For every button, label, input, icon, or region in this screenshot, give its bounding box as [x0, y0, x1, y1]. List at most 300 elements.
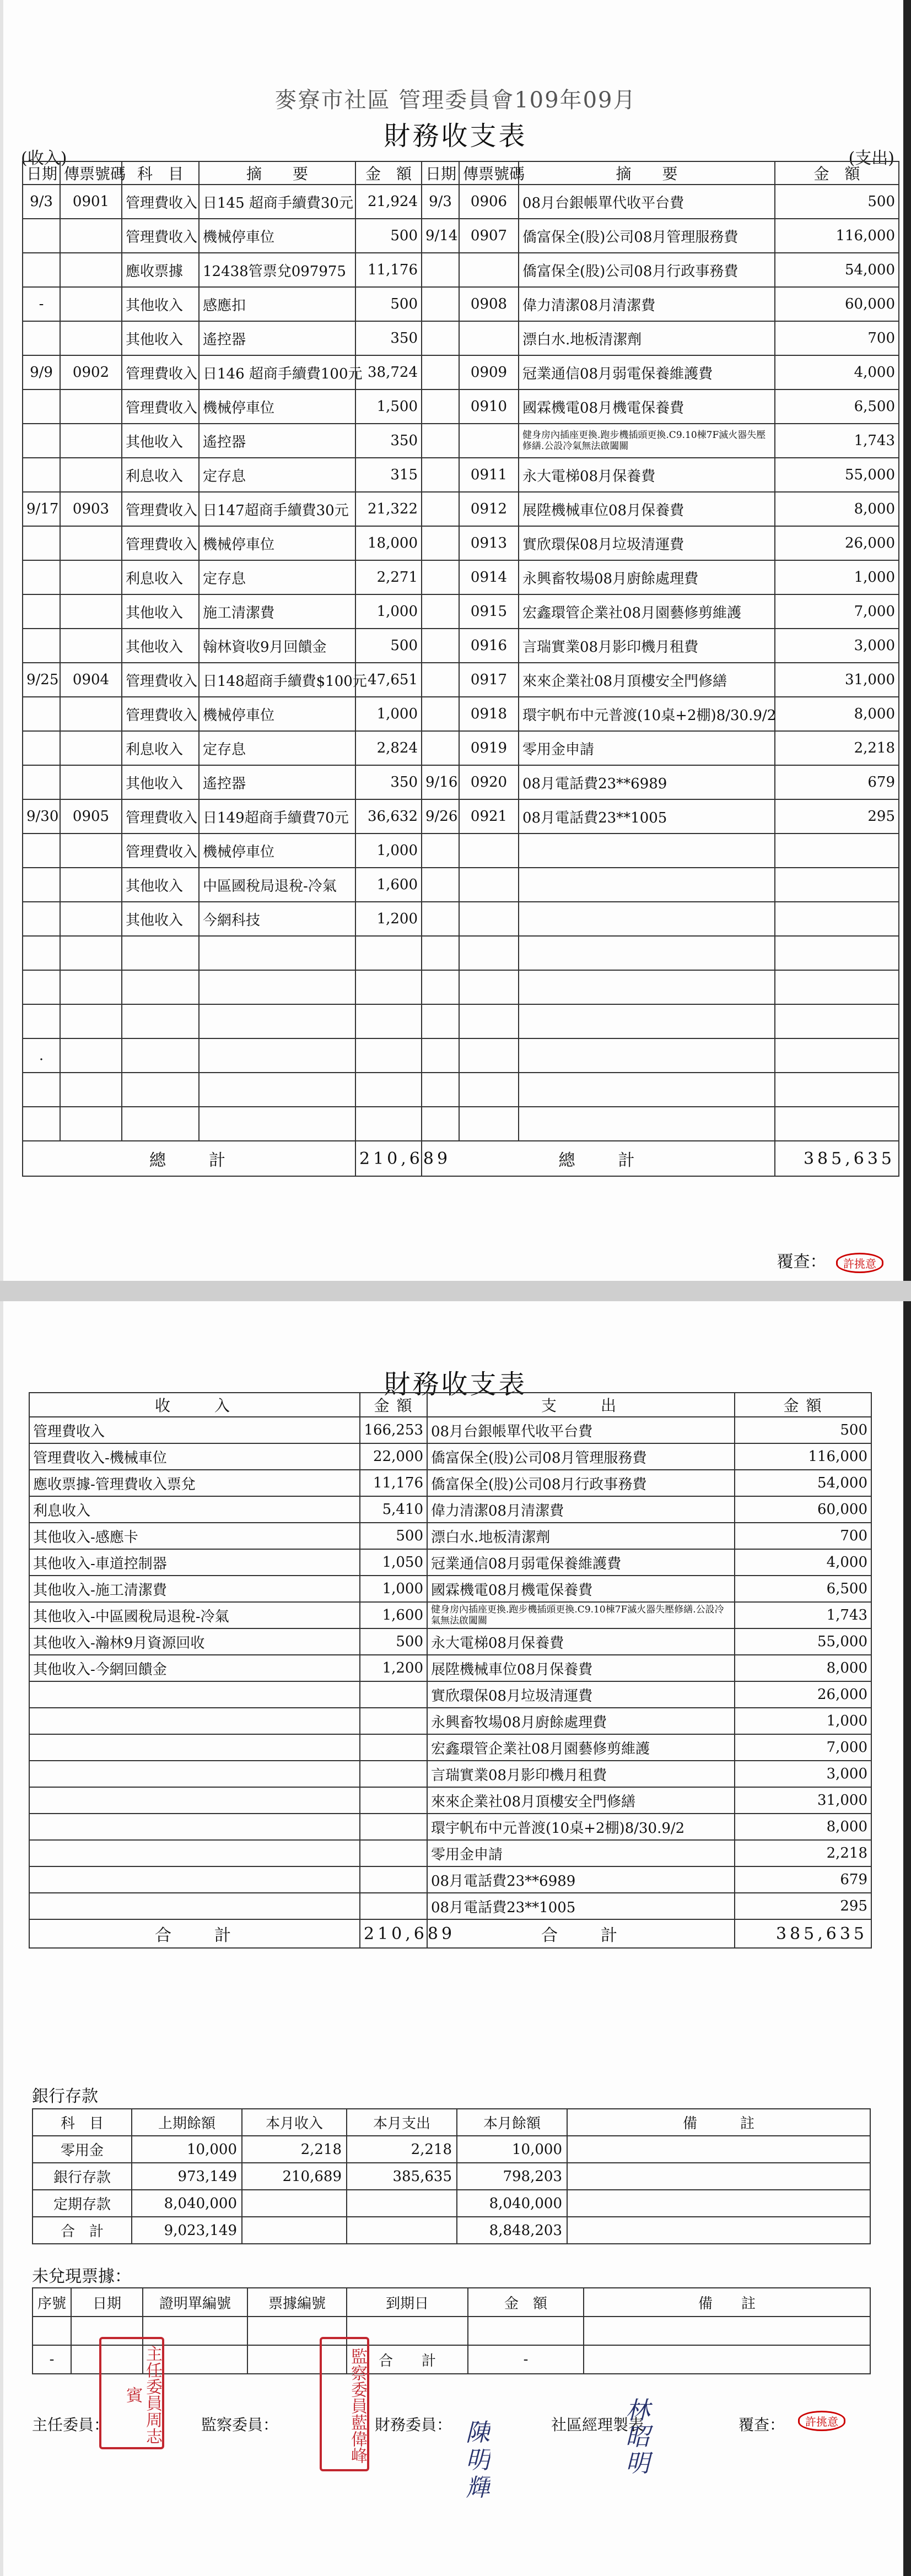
income-amount — [355, 1073, 422, 1107]
expense-amount: 1,743 — [775, 424, 899, 458]
expense-tag: (支出) — [848, 149, 894, 168]
expense-amount: 8,000 — [775, 697, 899, 731]
ledger-row — [23, 321, 899, 355]
total-label: 總 計 — [422, 1141, 775, 1176]
expense-item: 國霖機電08月機電保養費 — [427, 1576, 735, 1602]
income-date — [23, 731, 60, 765]
expense-amount: 6,500 — [775, 389, 899, 424]
expense-amount: 54,000 — [775, 253, 899, 287]
ledger-row — [23, 902, 899, 936]
income-date — [23, 253, 60, 287]
expense-memo: 健身房內插座更換.跑步機插頭更換.C9.10棟7F滅火器失壓修繕.公設冷氣無法啟闔關 — [519, 424, 775, 458]
income-amount: 21,924 — [355, 185, 422, 219]
total-expense: 385,635 — [775, 1141, 899, 1176]
expense-voucher — [459, 1004, 519, 1038]
income-voucher — [60, 458, 122, 492]
income-amount: 350 — [355, 424, 422, 458]
income-date — [23, 697, 60, 731]
expense-memo: 冠業通信08月弱電保養維護費 — [519, 355, 775, 389]
income-memo: 機械停車位 — [199, 697, 355, 731]
income-item — [29, 1893, 360, 1919]
ledger-row — [23, 731, 899, 765]
income-amount: 315 — [355, 458, 422, 492]
summary-row — [29, 1681, 871, 1708]
summary-row — [29, 1470, 871, 1496]
expense-voucher: 0919 — [459, 731, 519, 765]
expense-item: 實欣環保08月垃圾清運費 — [427, 1681, 735, 1708]
expense-date — [422, 697, 459, 731]
column-header: 金 額 — [468, 2288, 584, 2317]
prev-balance: 8,040,000 — [132, 2190, 242, 2217]
expense-memo: 環宇帆布中元普渡(10桌+2棚)8/30.9/2 — [519, 697, 775, 731]
income-subject: 其他收入 — [122, 868, 199, 902]
audit-label: 監察委員： — [201, 2416, 279, 2434]
expense-amount: 8,000 — [775, 492, 899, 526]
account-name: 合 計 — [33, 2217, 132, 2244]
ledger-row — [23, 355, 899, 389]
expense-amount: 700 — [735, 1523, 871, 1549]
income-amount: 36,632 — [355, 799, 422, 834]
expense-amount: 7,000 — [735, 1734, 871, 1761]
income-date — [23, 526, 60, 560]
income-amount: 1,000 — [355, 594, 422, 629]
income-subject: 利息收入 — [122, 560, 199, 594]
ledger-row — [23, 492, 899, 526]
income-voucher: 0905 — [60, 799, 122, 834]
income-voucher — [60, 287, 122, 321]
expense-amount: 4,000 — [775, 355, 899, 389]
ledger-row — [23, 1038, 899, 1073]
scan-edge — [0, 1301, 3, 2576]
summary-row — [29, 1602, 871, 1628]
expense-memo: 言瑞實業08月影印機月租費 — [519, 629, 775, 663]
column-header: 證明單編號 — [143, 2288, 247, 2317]
income-amount: 1,000 — [360, 1576, 427, 1602]
column-header: 本月餘額 — [457, 2109, 567, 2136]
income-memo: 機械停車位 — [199, 526, 355, 560]
column-header: 本月收入 — [242, 2109, 347, 2136]
income-subject — [122, 1004, 199, 1038]
column-header: 票據編號 — [247, 2288, 347, 2317]
bank-row — [33, 2136, 870, 2163]
total-label: 總 計 — [23, 1141, 355, 1176]
summary-header-row — [29, 1393, 871, 1417]
expense-date: 9/14 — [422, 219, 459, 253]
income-date — [23, 424, 60, 458]
income-item — [29, 1787, 360, 1814]
expense-voucher — [459, 868, 519, 902]
expense-memo: 零用金申請 — [519, 731, 775, 765]
ledger-row — [23, 526, 899, 560]
expense-memo — [519, 1107, 775, 1141]
summary-row — [29, 1576, 871, 1602]
expense-memo: 漂白水.地板清潔劑 — [519, 321, 775, 355]
income-amount — [355, 936, 422, 970]
total-income: 210,689 — [360, 1919, 427, 1948]
manager-signature: 林昭明 — [621, 2398, 649, 2477]
ledger-row — [23, 970, 899, 1004]
ledger-row — [23, 936, 899, 970]
income-subject: 應收票據 — [122, 253, 199, 287]
ledger-row — [23, 1004, 899, 1038]
income-memo: 感應扣 — [199, 287, 355, 321]
summary-row — [29, 1734, 871, 1761]
summary-row — [29, 1866, 871, 1893]
income-voucher — [60, 389, 122, 424]
income-memo: 施工清潔費 — [199, 594, 355, 629]
income-voucher — [60, 765, 122, 799]
expense-amount: 700 — [775, 321, 899, 355]
income-voucher — [60, 1004, 122, 1038]
ledger-row — [23, 287, 899, 321]
income-voucher — [60, 253, 122, 287]
income-date — [23, 1073, 60, 1107]
total-label: 合 計 — [29, 1919, 360, 1948]
income-voucher — [60, 560, 122, 594]
account-name: 銀行存款 — [33, 2163, 132, 2190]
income-subject: 其他收入 — [122, 287, 199, 321]
expense-date — [422, 731, 459, 765]
column-header: 到期日 — [347, 2288, 468, 2317]
remark — [567, 2136, 870, 2163]
income-item — [29, 1814, 360, 1840]
reviewer-stamp: 許挑意 — [836, 1253, 883, 1273]
ledger-row — [23, 868, 899, 902]
expense-memo: 展陞機械車位08月保養費 — [519, 492, 775, 526]
income-voucher — [60, 424, 122, 458]
expense-voucher — [459, 1107, 519, 1141]
expense-voucher: 0916 — [459, 629, 519, 663]
income-subject — [122, 1038, 199, 1073]
income-voucher — [60, 834, 122, 868]
expense-voucher: 0915 — [459, 594, 519, 629]
expense-amount: 679 — [735, 1866, 871, 1893]
expense-memo: 國霖機電08月機電保養費 — [519, 389, 775, 424]
expense-date — [422, 424, 459, 458]
chair-seal: 主任委員周志賓 — [99, 2337, 164, 2449]
expense-amount: 116,000 — [735, 1443, 871, 1470]
summary-row — [29, 1708, 871, 1734]
income-memo: 12438管票兌097975 — [199, 253, 355, 287]
ledger-row — [23, 1107, 899, 1141]
income-amount: 22,000 — [360, 1443, 427, 1470]
ledger-row — [23, 629, 899, 663]
summary-row — [29, 1549, 871, 1576]
month-balance: 8,848,203 — [457, 2217, 567, 2244]
expense-voucher: 0913 — [459, 526, 519, 560]
month-income: 2,218 — [242, 2136, 347, 2163]
expense-date — [422, 492, 459, 526]
income-memo — [199, 1073, 355, 1107]
bill-cell: 合 計 — [347, 2345, 468, 2374]
expense-date — [422, 355, 459, 389]
income-date: . — [23, 1038, 60, 1073]
expense-item: 08月電話費23**1005 — [427, 1893, 735, 1919]
income-date — [23, 970, 60, 1004]
expense-memo: 永大電梯08月保養費 — [519, 458, 775, 492]
expense-voucher — [459, 253, 519, 287]
expense-amount: 54,000 — [735, 1470, 871, 1496]
income-memo — [199, 970, 355, 1004]
income-date — [23, 765, 60, 799]
income-voucher — [60, 697, 122, 731]
scan-edge — [903, 0, 911, 1281]
income-subject: 其他收入 — [122, 765, 199, 799]
expense-memo — [519, 1038, 775, 1073]
org-title: 麥寮市社區 管理委員會109年09月 — [274, 88, 637, 113]
income-amount: 166,253 — [360, 1417, 427, 1443]
income-date — [23, 560, 60, 594]
income-amount: 500 — [355, 629, 422, 663]
income-amount: 11,176 — [360, 1470, 427, 1496]
expense-memo — [519, 834, 775, 868]
expense-voucher: 0911 — [459, 458, 519, 492]
summary-row — [29, 1655, 871, 1681]
expense-date — [422, 1038, 459, 1073]
income-voucher — [60, 629, 122, 663]
income-item: 其他收入-中區國稅局退稅-冷氣 — [29, 1602, 360, 1628]
income-amount — [360, 1893, 427, 1919]
income-item: 管理費收入-機械車位 — [29, 1443, 360, 1470]
expense-voucher: 0917 — [459, 663, 519, 697]
review-signoff — [777, 1248, 883, 1273]
prev-balance: 10,000 — [132, 2136, 242, 2163]
expense-amount: 31,000 — [735, 1787, 871, 1814]
summary-row — [29, 1787, 871, 1814]
expense-voucher: 0921 — [459, 799, 519, 834]
income-item — [29, 1734, 360, 1761]
expense-header: 支 出 — [427, 1393, 735, 1417]
income-item — [29, 1840, 360, 1866]
income-amount — [360, 1787, 427, 1814]
income-item — [29, 1761, 360, 1787]
income-subject: 管理費收入 — [122, 355, 199, 389]
income-memo: 日145 超商手續費30元 — [199, 185, 355, 219]
expense-voucher: 0918 — [459, 697, 519, 731]
income-date: 9/25 — [23, 663, 60, 697]
bill-cell — [33, 2317, 71, 2345]
income-amount: 350 — [355, 765, 422, 799]
expense-voucher — [459, 970, 519, 1004]
column-header: 摘 要 — [199, 161, 355, 185]
expense-amount: 116,000 — [775, 219, 899, 253]
expense-date — [422, 629, 459, 663]
expense-voucher — [459, 834, 519, 868]
summary-row — [29, 1443, 871, 1470]
expense-date — [422, 834, 459, 868]
ledger-row — [23, 1073, 899, 1107]
expense-memo: 僑富保全(股)公司08月行政事務費 — [519, 253, 775, 287]
income-amount: 500 — [360, 1628, 427, 1655]
income-amount: 5,410 — [360, 1496, 427, 1523]
expense-memo — [519, 902, 775, 936]
expense-voucher: 0910 — [459, 389, 519, 424]
ledger-row — [23, 458, 899, 492]
expense-amount: 60,000 — [735, 1496, 871, 1523]
income-item: 其他收入-施工清潔費 — [29, 1576, 360, 1602]
month-expense: 2,218 — [347, 2136, 457, 2163]
summary-page — [0, 1301, 911, 2576]
income-amount: 1,500 — [355, 389, 422, 424]
income-amount: 11,176 — [355, 253, 422, 287]
expense-item: 僑富保全(股)公司08月管理服務費 — [427, 1443, 735, 1470]
ledger-row — [23, 424, 899, 458]
expense-item: 來來企業社08月頂樓安全門修繕 — [427, 1787, 735, 1814]
expense-date — [422, 936, 459, 970]
expense-memo: 僑富保全(股)公司08月管理服務費 — [519, 219, 775, 253]
income-voucher — [60, 731, 122, 765]
income-amount — [355, 1004, 422, 1038]
income-subject: 其他收入 — [122, 629, 199, 663]
month-income: 210,689 — [242, 2163, 347, 2190]
month-income — [242, 2190, 347, 2217]
remark — [567, 2217, 870, 2244]
income-date — [23, 389, 60, 424]
bank-table — [32, 2108, 871, 2244]
income-date — [23, 321, 60, 355]
expense-item: 永興畜牧場08月廚餘處理費 — [427, 1708, 735, 1734]
ledger-total-row — [23, 1141, 899, 1176]
income-subject: 管理費收入 — [122, 185, 199, 219]
bill-cell — [584, 2317, 870, 2345]
income-amount: 47,651 — [355, 663, 422, 697]
income-amount: 2,271 — [355, 560, 422, 594]
column-header: 傳票號碼 — [459, 161, 519, 185]
month-expense — [347, 2190, 457, 2217]
month-expense: 385,635 — [347, 2163, 457, 2190]
bank-header-row — [33, 2109, 870, 2136]
expense-item: 08月電話費23**6989 — [427, 1866, 735, 1893]
income-subject: 管理費收入 — [122, 526, 199, 560]
expense-voucher — [459, 424, 519, 458]
column-header: 科 目 — [122, 161, 199, 185]
expense-date — [422, 253, 459, 287]
expense-memo: 實欣環保08月垃圾清運費 — [519, 526, 775, 560]
expense-amount: 295 — [775, 799, 899, 834]
summary-row — [29, 1496, 871, 1523]
column-header: 日期 — [71, 2288, 143, 2317]
expense-voucher — [459, 902, 519, 936]
expense-memo — [519, 1073, 775, 1107]
expense-amount: 4,000 — [735, 1549, 871, 1576]
amount-header: 金 額 — [360, 1393, 427, 1417]
expense-amount: 2,218 — [775, 731, 899, 765]
total-label: 合 計 — [427, 1919, 735, 1948]
income-memo: 日149超商手續費70元 — [199, 799, 355, 834]
expense-amount: 1,000 — [735, 1708, 871, 1734]
bill-cell: - — [468, 2345, 584, 2374]
expense-item: 展陞機械車位08月保養費 — [427, 1655, 735, 1681]
expense-date: 9/26 — [422, 799, 459, 834]
expense-date — [422, 1073, 459, 1107]
income-item: 其他收入-車道控制器 — [29, 1549, 360, 1576]
ledger-row — [23, 219, 899, 253]
income-date: - — [23, 287, 60, 321]
total-expense: 385,635 — [735, 1919, 871, 1948]
ledger-row — [23, 697, 899, 731]
income-voucher — [60, 594, 122, 629]
income-item — [29, 1681, 360, 1708]
income-voucher — [60, 902, 122, 936]
income-date — [23, 868, 60, 902]
bill-cell — [468, 2317, 584, 2345]
income-subject: 管理費收入 — [122, 389, 199, 424]
expense-amount: 3,000 — [775, 629, 899, 663]
bills-section-title: 未兌現票據： — [32, 2267, 131, 2286]
expense-amount: 6,500 — [735, 1576, 871, 1602]
income-subject — [122, 970, 199, 1004]
expense-item: 冠業通信08月弱電保養維護費 — [427, 1549, 735, 1576]
income-item: 應收票據-管理費收入票兌 — [29, 1470, 360, 1496]
expense-amount — [775, 1038, 899, 1073]
income-subject: 其他收入 — [122, 321, 199, 355]
expense-amount: 60,000 — [775, 287, 899, 321]
expense-item: 漂白水.地板清潔劑 — [427, 1523, 735, 1549]
prev-balance: 973,149 — [132, 2163, 242, 2190]
income-subject — [122, 1073, 199, 1107]
income-amount: 1,000 — [355, 697, 422, 731]
expense-amount: 679 — [775, 765, 899, 799]
ledger-row — [23, 834, 899, 868]
income-subject: 管理費收入 — [122, 492, 199, 526]
income-subject — [122, 936, 199, 970]
expense-memo: 來來企業社08月頂樓安全門修繕 — [519, 663, 775, 697]
remark — [567, 2190, 870, 2217]
review-label: 覆查： — [777, 1252, 827, 1271]
expense-date — [422, 560, 459, 594]
income-date — [23, 594, 60, 629]
expense-amount — [775, 834, 899, 868]
income-amount — [360, 1814, 427, 1840]
ledger-row — [23, 594, 899, 629]
income-amount — [360, 1840, 427, 1866]
expense-amount — [775, 1073, 899, 1107]
ledger-row — [23, 765, 899, 799]
expense-date — [422, 458, 459, 492]
income-voucher — [60, 219, 122, 253]
income-date: 9/30 — [23, 799, 60, 834]
income-memo: 日148超商手續費$100元 — [199, 663, 355, 697]
summary-row — [29, 1523, 871, 1549]
expense-item: 08月台銀帳單代收平台費 — [427, 1417, 735, 1443]
income-memo: 機械停車位 — [199, 219, 355, 253]
expense-date — [422, 663, 459, 697]
expense-amount: 500 — [735, 1417, 871, 1443]
expense-amount — [775, 902, 899, 936]
audit-seal: 監察委員藍偉峰 — [320, 2337, 369, 2471]
income-amount: 1,600 — [360, 1602, 427, 1628]
income-voucher — [60, 936, 122, 970]
finance-signature: 陳明輝 — [461, 2420, 489, 2502]
expense-memo — [519, 1004, 775, 1038]
income-date — [23, 1107, 60, 1141]
expense-date — [422, 594, 459, 629]
expense-amount — [775, 1004, 899, 1038]
income-memo: 機械停車位 — [199, 389, 355, 424]
income-voucher — [60, 1073, 122, 1107]
expense-amount: 2,218 — [735, 1840, 871, 1866]
income-item: 管理費收入 — [29, 1417, 360, 1443]
expense-memo: 宏鑫環管企業社08月園藝修剪維護 — [519, 594, 775, 629]
expense-date — [422, 868, 459, 902]
amount-header: 金 額 — [735, 1393, 871, 1417]
prev-balance: 9,023,149 — [132, 2217, 242, 2244]
summary-table — [29, 1392, 872, 1949]
income-subject: 管理費收入 — [122, 834, 199, 868]
expense-date: 9/3 — [422, 185, 459, 219]
income-amount — [355, 970, 422, 1004]
income-memo — [199, 1107, 355, 1141]
